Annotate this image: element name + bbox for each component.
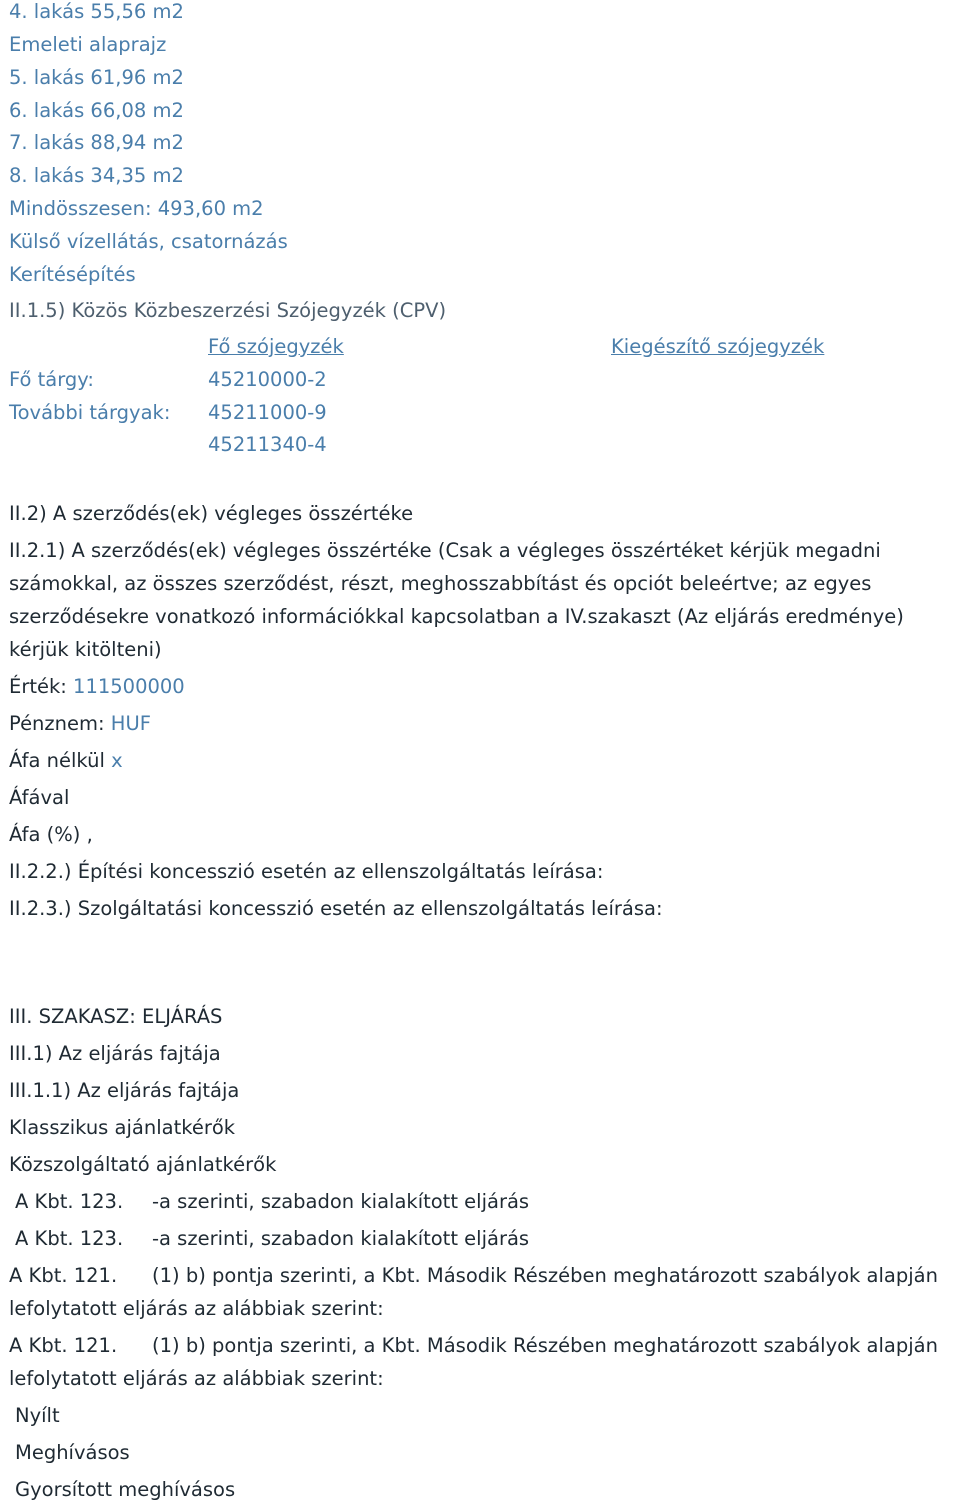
value-row: [9, 675, 185, 699]
section-heading: III. SZAKASZ: ELJÁRÁS: [9, 1005, 223, 1028]
kbt-121-continuation: lefolytatott eljárás az alábbiak szerint:: [9, 1297, 384, 1320]
subsection-heading: III.1.1) Az eljárás fajtája: [9, 1079, 240, 1102]
kbt-123-text: -a szerinti, szabadon kialakított eljárás: [152, 1190, 530, 1213]
service-concession-line: II.2.3.) Szolgáltatási koncesszió esetén az ellenszolgáltatás leírása:: [9, 897, 663, 920]
kbt-123-ref: A Kbt. 123.: [15, 1227, 124, 1250]
kbt-121-text: (1) b) pontja szerinti, a Kbt. Második Részében meghatározott szabályok alapján: [152, 1334, 938, 1357]
kbt-123-text: -a szerinti, szabadon kialakított eljárás: [152, 1227, 530, 1250]
list-item: Külső vízellátás, csatornázás: [9, 230, 288, 253]
no-vat-mark: x: [111, 749, 123, 772]
kbt-123-ref: A Kbt. 123.: [15, 1190, 124, 1213]
cpv-heading: II.1.5) Közös Közbeszerzési Szójegyzék (CPV): [9, 299, 447, 322]
kbt-121-ref: A Kbt. 121.: [9, 1334, 118, 1357]
value-label: Érték:: [9, 675, 67, 698]
procedure-type: Meghívásos: [15, 1441, 130, 1464]
value-amount: 111500000: [73, 675, 185, 698]
list-item: Mindösszesen: 493,60 m2: [9, 197, 264, 220]
cpv-other-label: További tárgyak:: [9, 401, 171, 424]
list-item: 4. lakás 55,56 m2: [9, 0, 184, 23]
subsection-heading: III.1) Az eljárás fajtája: [9, 1042, 221, 1065]
paragraph-line: számokkal, az összes szerződést, részt, meghosszabbítást és opciót beleértve; az egyes: [9, 572, 872, 595]
no-vat-row: [9, 749, 123, 773]
works-concession-line: II.2.2.) Építési koncesszió esetén az ellenszolgáltatás leírása:: [9, 860, 604, 883]
currency-row: [9, 712, 151, 736]
list-item: 7. lakás 88,94 m2: [9, 131, 184, 154]
list-item: 8. lakás 34,35 m2: [9, 164, 184, 187]
vat-percent-label: Áfa (%) ,: [9, 823, 93, 846]
paragraph-line: szerződésekre vonatkozó információkkal kapcsolatban a IV.szakaszt (Az eljárás eredménye): [9, 605, 904, 628]
currency-value: HUF: [110, 712, 151, 735]
no-vat-label: Áfa nélkül: [9, 749, 105, 772]
list-item: Kerítésépítés: [9, 263, 136, 286]
kbt-121-text: (1) b) pontja szerinti, a Kbt. Második Részében meghatározott szabályok alapján: [152, 1264, 938, 1287]
with-vat-label: Áfával: [9, 786, 70, 809]
list-item: Klasszikus ajánlatkérők: [9, 1116, 236, 1139]
cpv-other-code: 45211000-9: [208, 401, 327, 424]
list-item: 6. lakás 66,08 m2: [9, 99, 184, 122]
paragraph-line: kérjük kitölteni): [9, 638, 162, 661]
currency-label: Pénznem:: [9, 712, 105, 735]
kbt-121-continuation: lefolytatott eljárás az alábbiak szerint:: [9, 1367, 384, 1390]
procedure-type: Nyílt: [15, 1404, 60, 1427]
cpv-main-label: Fő tárgy:: [9, 368, 94, 391]
section-heading: II.2) A szerződés(ek) végleges összértéke: [9, 502, 414, 525]
cpv-other-code: 45211340-4: [208, 433, 327, 456]
cpv-supp-column-header: Kiegészítő szójegyzék: [611, 335, 825, 358]
cpv-main-column-header: Fő szójegyzék: [208, 335, 344, 358]
list-item: Emeleti alaprajz: [9, 33, 167, 56]
list-item: Közszolgáltató ajánlatkérők: [9, 1153, 277, 1176]
procedure-type: Gyorsított meghívásos: [15, 1478, 236, 1501]
list-item: 5. lakás 61,96 m2: [9, 66, 184, 89]
paragraph-line: II.2.1) A szerződés(ek) végleges összértéke (Csak a végleges összértéket kérjük megadni: [9, 539, 881, 562]
cpv-main-code: 45210000-2: [208, 368, 327, 391]
kbt-121-ref: A Kbt. 121.: [9, 1264, 118, 1287]
